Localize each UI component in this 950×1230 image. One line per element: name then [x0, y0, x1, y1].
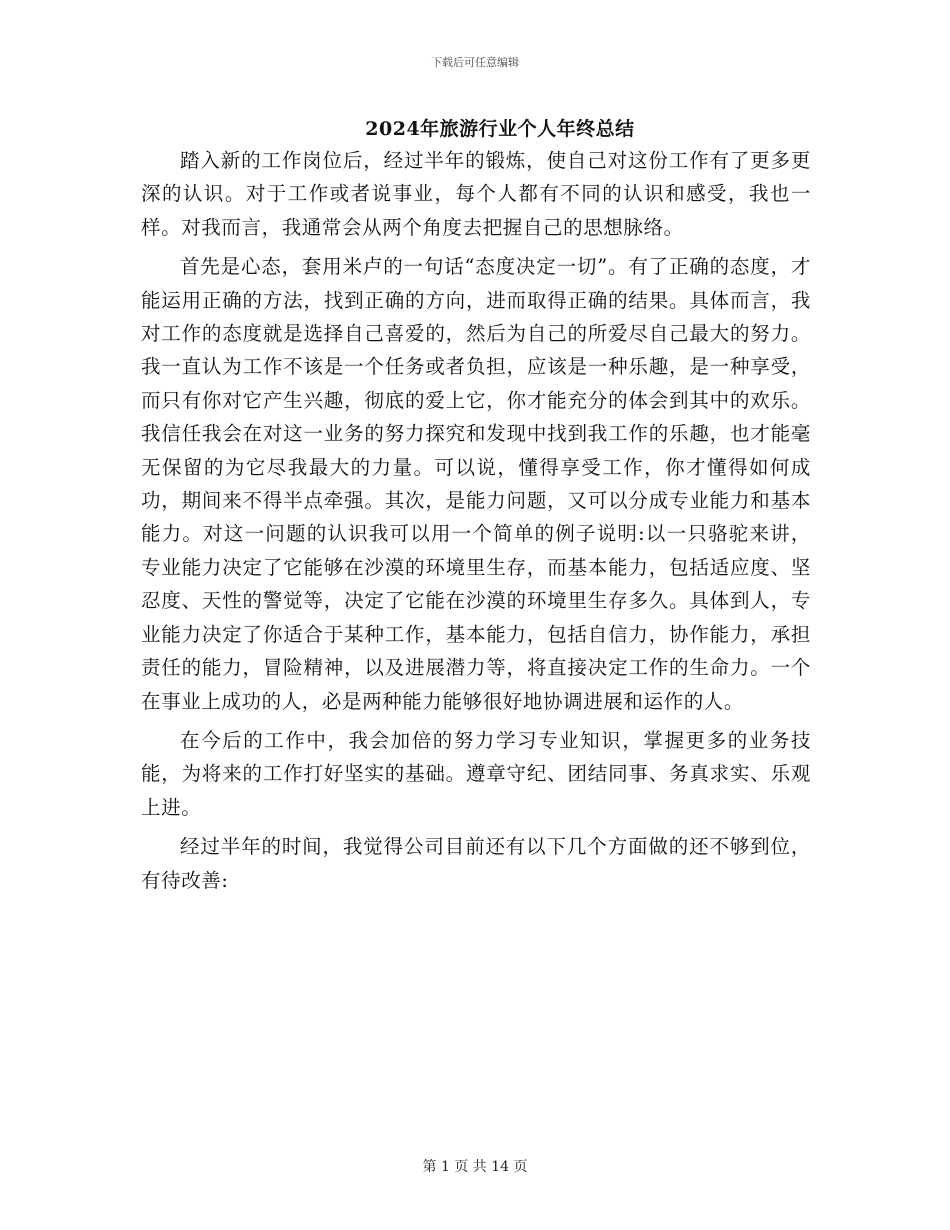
header-note: 下载后可任意编辑 — [431, 56, 519, 69]
paragraph-intro: 踏入新的工作岗位后，经过半年的锻炼，使自己对这份工作有了更多更深的认识。对于工作或者说事业，每个人都有不同的认识和感受，我也一样。对我而言，我通常会从两个角度去把握自己的思想脉络。 — [141, 149, 811, 239]
paragraph-improvements: 经过半年的时间，我觉得公司目前还有以下几个方面做的还不够到位，有待改善: — [141, 835, 811, 892]
page-number-footer: 第 1 页 共 14 页 — [422, 1159, 528, 1175]
paragraph-future-work: 在今后的工作中，我会加倍的努力学习专业知识，掌握更多的业务技能，为将来的工作打好坚实的基础。遵章守纪、团结同事、务真求实、乐观上进。 — [141, 728, 811, 819]
document-title: 2024年旅游行业个人年终总结 — [365, 118, 635, 140]
document-body — [141, 144, 811, 903]
paragraph-attitude-and-ability: 首先是心态，套用米卢的一句话“态度决定一切”。有了正确的态度，才能运用正确的方法，找到正确的方向，进而取得正确的结果。具体而言，我对工作的态度就是选择自己喜爱的，然后为自己的所爱尽自己最大的努力。我一直认为工作不该是一个任务或者负担，应该是一种乐趣，是一种享受，而只有你对它产生兴趣，彻底的爱上它，你才能充分的体会到其中的欢乐。我信任我会在对这一业务的努力探究和发现中找到我工作的乐趣，也才能毫无保留的为它尽我最大的力量。可以说，懂得享受工作，你才懂得如何成功，期间来不得半点牵强。其次，是能力问题，又可以分成专业能力和基本能力。对这一问题的认识我可以用一个简单的例子说明:以一只骆驼来讲，专业能力决定了它能够在沙漠的环境里生存，而基本能力，包括适应度、坚忍度、天性的警觉等，决定了它能在沙漠的环境里生存多久。具体到人，专业能力决定了你适合于某种工作，基本能力，包括自信力，协作能力，承担责任的能力，冒险精神，以及进展潜力等，将直接决定工作的生命力。一个在事业上成功的人，必是两种能力能够很好地协调进展和运作的人。 — [141, 255, 811, 713]
